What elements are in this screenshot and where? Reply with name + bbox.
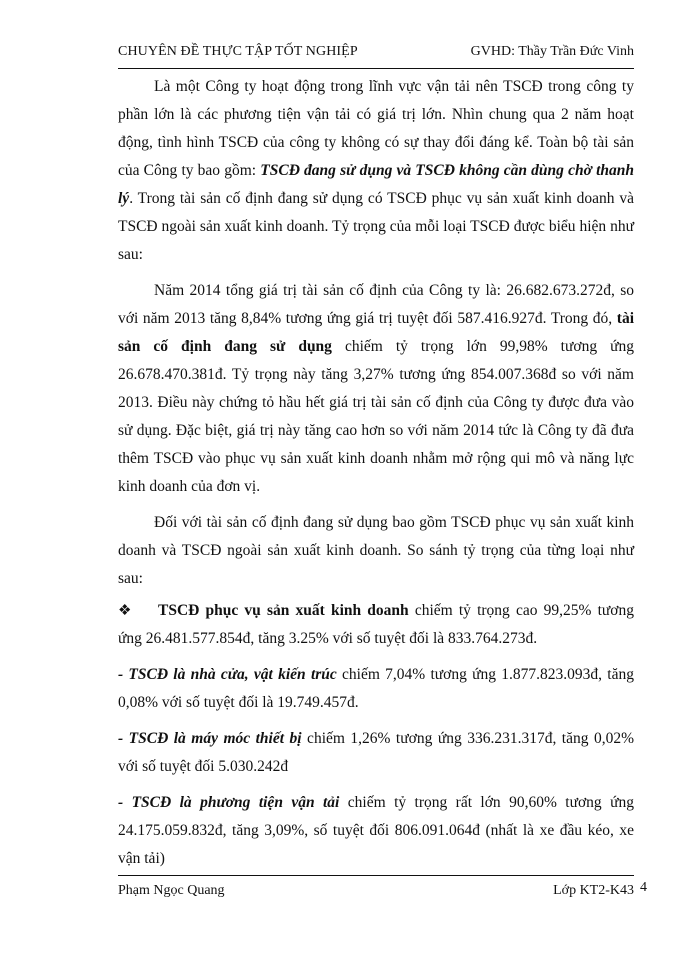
paragraph-2-emphasis: tài sản cố định đang sử dụng	[118, 310, 634, 355]
list-item	[118, 789, 634, 873]
list-item-text: chiếm 1,26% tương ứng 336.231.317đ, tăng 0,02% với số tuyệt đối 5.030.242đ	[118, 730, 635, 775]
paragraph-1-text-a: Là một Công ty hoạt động trong lĩnh vực vận tải nên TSCĐ trong công ty phần lớn là các phương tiện vận tải có giá trị lớn. Nhìn chung qua 2 năm hoạt động, tình hình TSCĐ của công ty không có sự thay đổi đáng kể. Toàn bộ tài sản của Công ty bao gồm:	[118, 78, 634, 179]
bullet-item	[118, 597, 634, 653]
diamond-bullet-icon: ❖	[118, 603, 132, 619]
paragraph-1-text-b: . Trong tài sản cố định đang sử dụng có TSCĐ phục vụ sản xuất kinh doanh và TSCĐ ngoài sản xuất kinh doanh. Tỷ trọng của mỗi loại TSCĐ được biểu hiện như sau:	[118, 190, 634, 263]
header-title: CHUYÊN ĐỀ THỰC TẬP TỐT NGHIỆP	[118, 44, 358, 59]
list-item-label: - TSCĐ là phương tiện vận tải	[118, 794, 340, 811]
list-item	[118, 725, 634, 781]
paragraph-1	[118, 73, 634, 269]
page-footer	[118, 875, 634, 906]
list-item-text: chiếm 7,04% tương ứng 1.877.823.093đ, tăng 0,08% với số tuyệt đối là 19.749.457đ.	[118, 666, 634, 711]
paragraph-2-text-a: Năm 2014 tổng giá trị tài sản cố định của Công ty là: 26.682.673.272đ, so với năm 2013 tăng 8,84% tương ứng giá trị tuyệt đối 587.416.927đ. Trong đó,	[118, 282, 634, 327]
paragraph-2	[118, 277, 634, 501]
list-item-text: chiếm tỷ trọng rất lớn 90,60% tương ứng 24.175.059.832đ, tăng 3,09%, số tuyệt đối 806.091.064đ (nhất là xe đầu kéo, xe vận tải)	[118, 794, 634, 867]
header-advisor: GVHD: Thầy Trần Đức Vinh	[470, 44, 634, 59]
page-body	[118, 73, 634, 873]
bullet-text: chiếm tỷ trọng cao 99,25% tương ứng 26.481.577.854đ, tăng 3.25% với số tuyệt đối là 833.764.273đ.	[118, 602, 634, 647]
list-item-label: - TSCĐ là máy móc thiết bị	[118, 730, 302, 747]
paragraph-1-emphasis: TSCĐ đang sử dụng và TSCĐ không cần dùng chờ thanh lý	[118, 162, 634, 207]
page-number: 4	[640, 880, 647, 895]
list-item-label: - TSCĐ là nhà cửa, vật kiến trúc	[118, 666, 337, 683]
paragraph-3: Đối với tài sản cố định đang sử dụng bao gồm TSCĐ phục vụ sản xuất kinh doanh và TSCĐ ngoài sản xuất kinh doanh. So sánh tỷ trọng của từng loại như sau:	[118, 514, 634, 587]
bullet-emphasis: TSCĐ phục vụ sản xuất kinh doanh	[158, 602, 409, 619]
paragraph-2-text-b: chiếm tỷ trọng lớn 99,98% tương ứng 26.678.470.381đ. Tỷ trọng này tăng 3,27% tương ứng 854.007.368đ so với năm 2013. Điều này chứng tỏ hầu hết giá trị tài sản cố định của Công ty được đưa vào sử dụng. Đặc biệt, giá trị này tăng cao hơn so với năm 2014 tức là Công ty đã đưa thêm TSCĐ vào phục vụ sản xuất kinh doanh nhằm mở rộng qui mô và năng lực kinh doanh của đơn vị.	[118, 338, 634, 495]
page-header	[118, 40, 634, 69]
footer-class: Lớp KT2-K43	[553, 883, 634, 898]
footer-author: Phạm Ngọc Quang	[118, 883, 225, 898]
list-item	[118, 661, 634, 717]
